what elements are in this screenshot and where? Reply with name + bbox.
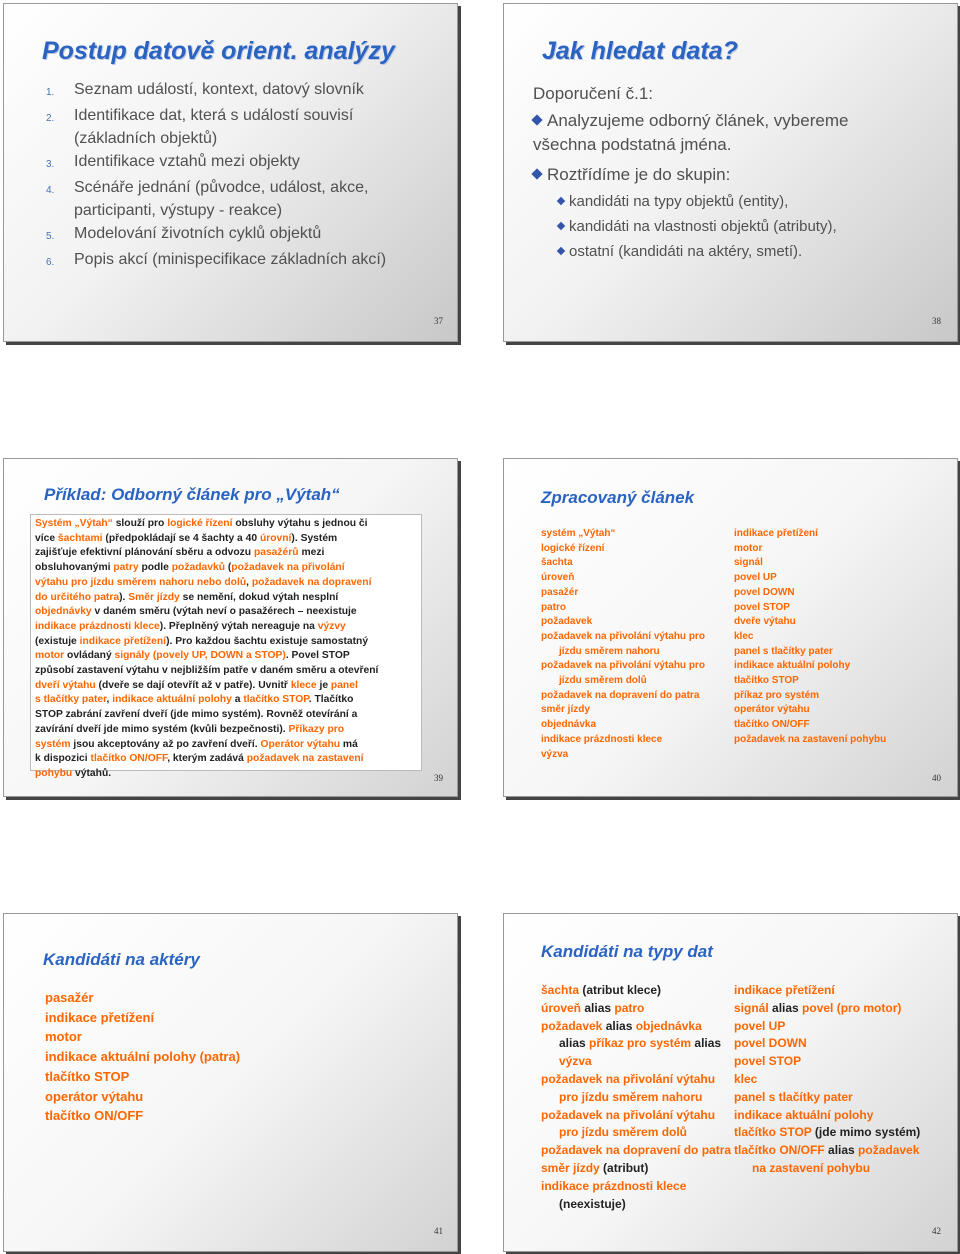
article-line: Systém „Výtah“ slouží pro logické řízení obsluhy výtahu s jednou či bbox=[35, 518, 368, 529]
list-number: 2. bbox=[46, 113, 55, 124]
data-type-item: požadavek na přivolání výtahu bbox=[541, 1107, 716, 1122]
noun-item: příkaz pro systém bbox=[734, 689, 820, 701]
slide-38 bbox=[503, 3, 958, 342]
data-type-column-1 bbox=[541, 982, 731, 1213]
recommendation-label: Doporučení č.1: bbox=[533, 84, 654, 103]
list-item-text: Modelování životních cyklů objektů bbox=[74, 225, 322, 242]
data-type-column-2 bbox=[734, 982, 920, 1178]
actor-candidates-list bbox=[45, 988, 240, 1126]
nouns-column-2 bbox=[734, 527, 886, 748]
noun-item: povel STOP bbox=[734, 601, 790, 613]
noun-item: povel UP bbox=[734, 572, 777, 584]
noun-item: požadavek na přivolání výtahu pro bbox=[541, 660, 705, 672]
data-type-item: alias příkaz pro systém alias bbox=[559, 1036, 722, 1051]
slide-42 bbox=[503, 913, 958, 1252]
sub-bullet-attributes: kandidáti na vlastnosti objektů (atributy), bbox=[558, 214, 837, 239]
article-line: dveří výtahu (dveře se dají otevřít až v patře). Uvnitř klece je panel bbox=[35, 679, 358, 691]
data-type-item: panel s tlačítky pater bbox=[734, 1089, 853, 1104]
noun-item: úroveň bbox=[541, 572, 575, 584]
data-type-item: požadavek na dopravení do patra bbox=[541, 1143, 732, 1158]
noun-item: logické řízení bbox=[541, 542, 605, 554]
data-type-item: na zastavení pohybu bbox=[752, 1160, 871, 1175]
list-item bbox=[46, 222, 436, 248]
data-type-item: indikace aktuální polohy bbox=[734, 1107, 874, 1122]
list-item bbox=[46, 78, 436, 104]
list-item bbox=[46, 248, 436, 274]
list-number: 4. bbox=[46, 185, 55, 196]
data-type-item: indikace přetížení bbox=[734, 983, 835, 997]
slide-title: Jak hledat data? bbox=[542, 37, 738, 65]
noun-item: systém „Výtah“ bbox=[541, 528, 616, 539]
noun-item: objednávka bbox=[541, 719, 597, 731]
data-type-item: (neexistuje) bbox=[559, 1196, 626, 1211]
data-type-item: signál alias povel (pro motor) bbox=[734, 1000, 902, 1015]
noun-item: panel s tlačítky pater bbox=[734, 645, 833, 657]
noun-item: požadavek bbox=[541, 616, 593, 628]
noun-item: jízdu směrem dolů bbox=[559, 675, 647, 687]
list-number: 5. bbox=[46, 231, 55, 242]
article-line: k dispozici tlačítko ON/OFF, kterým zadává požadavek na zastavení bbox=[35, 753, 364, 765]
actor-item: motor bbox=[45, 1029, 82, 1045]
list-number: 1. bbox=[46, 87, 55, 98]
data-type-item: indikace prázdnosti klece bbox=[541, 1178, 687, 1193]
noun-item: šachta bbox=[541, 557, 573, 569]
noun-item: směr jízdy bbox=[541, 704, 590, 716]
article-line: objednávky v daném směru (výtah neví o pasažérech – neexistuje bbox=[35, 606, 357, 618]
article-line: obsluhovanými patry podle požadavků (požadavek na přivolání bbox=[35, 562, 345, 574]
diamond-bullet-icon bbox=[557, 247, 565, 255]
sub-bullets bbox=[558, 189, 837, 264]
noun-item: tlačítko STOP bbox=[734, 675, 799, 687]
article-text bbox=[35, 517, 378, 782]
noun-item: dveře výtahu bbox=[734, 616, 796, 628]
noun-item: povel DOWN bbox=[734, 586, 795, 598]
data-type-item: povel DOWN bbox=[734, 1036, 807, 1051]
article-line: pohybu výtahů. bbox=[35, 767, 112, 779]
data-type-item: úroveň alias patro bbox=[541, 1000, 645, 1015]
article-line: více šachtami (předpokládají se 4 šachty a 40 úrovní). Systém bbox=[35, 532, 338, 544]
data-type-item: povel UP bbox=[734, 1018, 786, 1033]
diamond-bullet-icon bbox=[557, 197, 565, 205]
list-item-text: Popis akcí (minispecifikace základních akcí) bbox=[74, 251, 387, 268]
article-line: způsobí zastavení výtahu v nejbližším patře v daném směru a otevření bbox=[35, 665, 379, 677]
data-type-item: povel STOP bbox=[734, 1054, 802, 1069]
slide-title: Příklad: Odborný článek pro „Výtah“ bbox=[44, 485, 340, 504]
page-number: 42 bbox=[932, 1226, 941, 1236]
diamond-bullet-icon bbox=[557, 222, 565, 230]
noun-item: tlačítko ON/OFF bbox=[734, 719, 810, 731]
noun-item: patro bbox=[541, 601, 566, 613]
data-type-item: šachta (atribut klece) bbox=[541, 983, 662, 997]
page-number: 40 bbox=[932, 773, 941, 783]
sub-bullet-entities: kandidáti na typy objektů (entity), bbox=[558, 189, 837, 214]
noun-item: indikace přetížení bbox=[734, 528, 818, 539]
data-type-item: klec bbox=[734, 1071, 758, 1086]
noun-item: signál bbox=[734, 557, 763, 569]
list-item-text: Seznam událostí, kontext, datový slovník bbox=[74, 81, 364, 98]
data-type-item: pro jízdu směrem dolů bbox=[559, 1125, 688, 1140]
page-number: 37 bbox=[434, 316, 443, 326]
article-line: motor ovládaný signály (povely UP, DOWN a STOP). Povel STOP bbox=[35, 650, 350, 662]
actor-item: tlačítko ON/OFF bbox=[45, 1108, 144, 1124]
actor-item: indikace aktuální polohy (patra) bbox=[45, 1049, 241, 1065]
article-line: zavírání dveří jde mimo systém (kvůli bezpečnosti). Příkazy pro bbox=[35, 723, 345, 735]
article-line: (existuje indikace přetížení). Pro každou šachtu existuje samostatný bbox=[35, 635, 369, 647]
noun-item: operátor výtahu bbox=[734, 704, 810, 716]
actor-item: operátor výtahu bbox=[45, 1088, 144, 1104]
list-item-text: Identifikace vztahů mezi objekty bbox=[74, 153, 300, 170]
article-line: výtahu pro jízdu směrem nahoru nebo dolů, požadavek na dopravení bbox=[35, 576, 372, 588]
numbered-list bbox=[46, 78, 436, 274]
noun-item: požadavek na přivolání výtahu pro bbox=[541, 630, 705, 642]
list-number: 6. bbox=[46, 257, 55, 268]
list-item bbox=[46, 104, 436, 150]
data-type-item: směr jízdy (atribut) bbox=[541, 1160, 649, 1175]
list-item-text: Identifikace dat, která s událostí souvisí (základních objektů) bbox=[74, 107, 354, 147]
noun-item: klec bbox=[734, 630, 754, 642]
data-type-item: požadavek na přivolání výtahu bbox=[541, 1071, 716, 1086]
slide-39 bbox=[3, 458, 458, 797]
bullet-sort: Roztřídíme je do skupin: bbox=[533, 163, 730, 187]
nouns-column-1 bbox=[541, 527, 705, 762]
noun-item: indikace aktuální polohy bbox=[734, 660, 851, 672]
list-number: 3. bbox=[46, 159, 55, 170]
data-type-item: pro jízdu směrem nahoru bbox=[559, 1089, 703, 1104]
noun-item: požadavek na dopravení do patra bbox=[541, 689, 700, 701]
article-line: STOP zabrání zavření dveří (jde mimo systém). Rovněž otevírání a bbox=[35, 709, 358, 721]
article-line: s tlačítky pater, indikace aktuální polohy a tlačítko STOP. Tlačítko bbox=[35, 694, 354, 706]
diamond-bullet-icon bbox=[531, 168, 542, 179]
page-number: 41 bbox=[434, 1226, 443, 1236]
page-number: 39 bbox=[434, 773, 443, 783]
data-type-item: tlačítko STOP (jde mimo systém) bbox=[734, 1125, 921, 1140]
noun-item: pasažér bbox=[541, 586, 579, 598]
slide-title: Kandidáti na aktéry bbox=[43, 950, 200, 969]
noun-item: indikace prázdnosti klece bbox=[541, 733, 663, 745]
sub-bullet-other: ostatní (kandidáti na aktéry, smetí). bbox=[558, 239, 837, 264]
bullet-analyze: Analyzujeme odborný článek, vybereme všechna podstatná jména. bbox=[533, 111, 849, 154]
page-number: 38 bbox=[932, 316, 941, 326]
slide-title: Zpracovaný článek bbox=[541, 488, 695, 507]
slide-41 bbox=[3, 913, 458, 1252]
noun-item: výzva bbox=[541, 748, 569, 760]
actor-item: pasažér bbox=[45, 990, 94, 1005]
article-line: indikace prázdnosti klece). Přeplněný výtah nereaguje na výzvy bbox=[35, 620, 346, 632]
list-item bbox=[46, 150, 436, 176]
slide-40 bbox=[503, 458, 958, 797]
article-line: systém jsou akceptovány až po zavření dveří. Operátor výtahu má bbox=[35, 738, 358, 750]
article-line: zajišťuje efektivní plánování sběru a odvozu pasažérů mezi bbox=[35, 547, 325, 559]
noun-item: jízdu směrem nahoru bbox=[559, 645, 660, 657]
data-type-item: výzva bbox=[559, 1054, 592, 1069]
actor-item: tlačítko STOP bbox=[45, 1068, 130, 1084]
diamond-bullet-icon bbox=[531, 114, 542, 125]
slide-37 bbox=[3, 3, 458, 342]
noun-item: požadavek na zastavení pohybu bbox=[734, 733, 887, 745]
actor-item: indikace přetížení bbox=[45, 1009, 155, 1025]
data-type-item: požadavek alias objednávka bbox=[541, 1018, 702, 1033]
list-item-text: Scénáře jednání (původce, událost, akce, participanti, výstupy - reakce) bbox=[74, 179, 369, 219]
slide-title: Kandidáti na typy dat bbox=[541, 942, 713, 961]
noun-item: motor bbox=[734, 542, 763, 554]
list-item bbox=[46, 176, 436, 222]
data-type-item: tlačítko ON/OFF alias požadavek bbox=[734, 1143, 920, 1158]
article-line: do určitého patra). Směr jízdy se nemění, dokud výtah nesplní bbox=[35, 591, 339, 603]
slide-title: Postup datově orient. analýzy bbox=[42, 37, 395, 65]
